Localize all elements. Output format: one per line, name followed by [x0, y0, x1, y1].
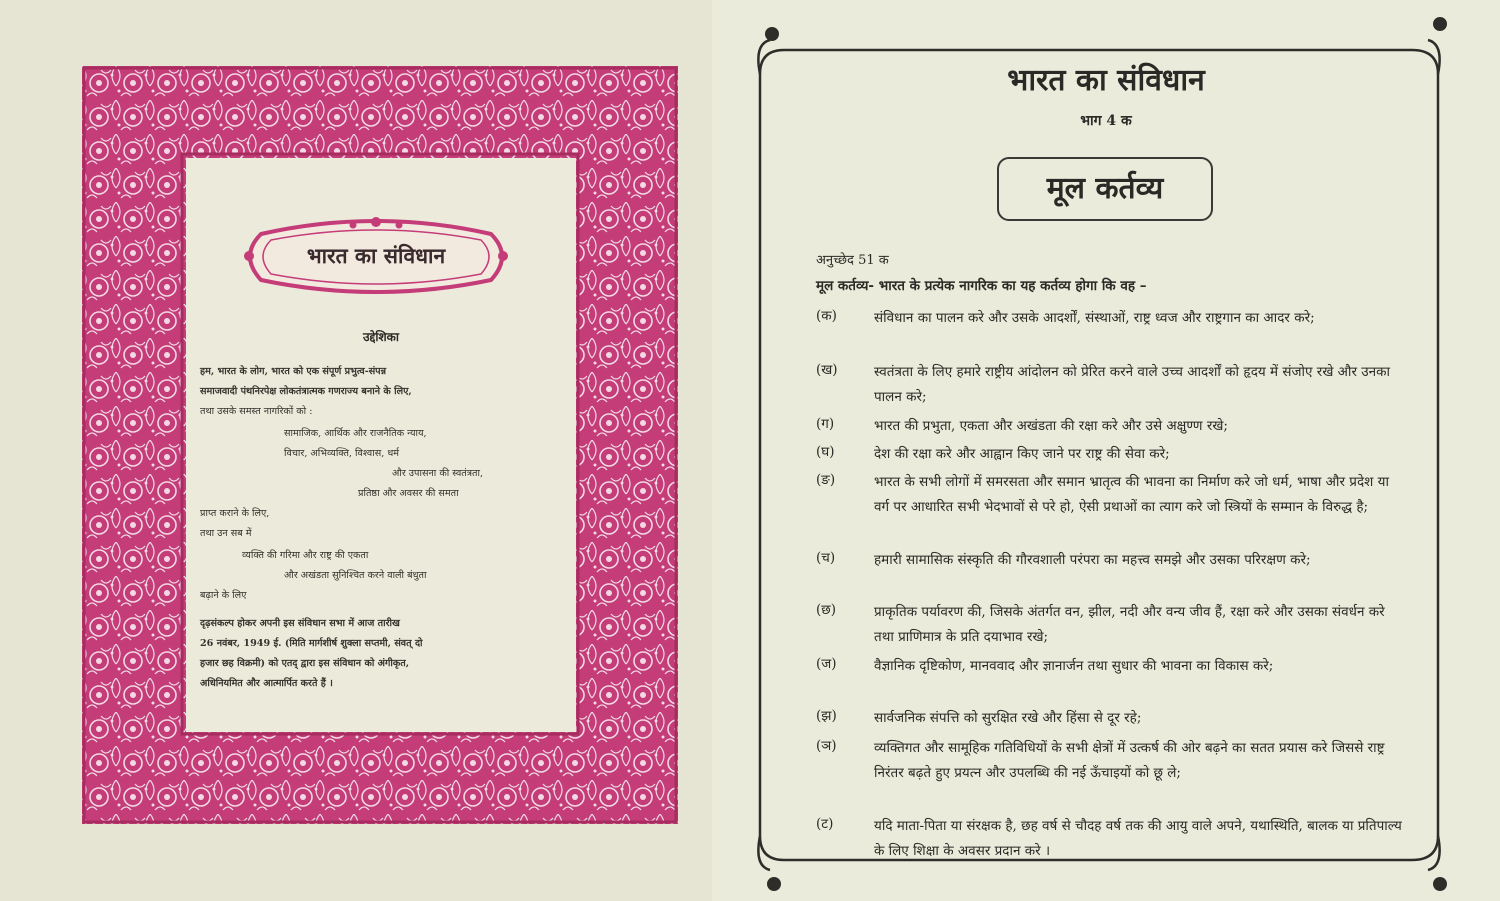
- preamble-line: तथा उसके समस्त नागरिकों को :: [200, 406, 313, 417]
- preamble-line: प्रतिष्ठा और अवसर की समता: [358, 488, 459, 499]
- duty-text: भारत के सभी लोगों में समरसता और समान भ्रातृत्व की भावना का निर्माण करे जो धर्म, भाषा और प्रदेश या वर्ग पर आधारित सभी भेदभावों से परे हो, ऐसी प्रथाओं का त्याग करे जो स्त्रियों के सम्मान के विरुद्ध है;: [874, 474, 1389, 515]
- duty-label: (छ): [816, 602, 836, 618]
- right-page: [712, 0, 1500, 901]
- preamble-line: प्राप्त कराने के लिए,: [200, 508, 270, 519]
- corner-dot-icon: [765, 27, 779, 41]
- preamble-line: अधिनियमित और आत्मार्पित करते हैं ।: [200, 678, 333, 689]
- preamble-line: विचार, अभिव्यक्ति, विश्वास, धर्म: [284, 448, 399, 459]
- corner-dot-icon: [1433, 877, 1447, 891]
- duty-text: हमारी सामासिक संस्कृति की गौरवशाली परंपरा का महत्त्व समझे और उसका परिरक्षण करे;: [874, 552, 1311, 568]
- corner-dot-icon: [1433, 17, 1447, 31]
- preamble-line: हम, भारत के लोग, भारत को एक संपूर्ण प्रभुत्व-संपन्न: [200, 366, 387, 377]
- duty-label: (ङ): [816, 472, 836, 488]
- preamble-line: सामाजिक, आर्थिक और राजनैतिक न्याय,: [284, 428, 427, 439]
- preamble-panel: [186, 158, 576, 732]
- duty-label: (च): [816, 550, 836, 566]
- duty-text: सार्वजनिक संपत्ति को सुरक्षित रखे और हिंसा से दूर रहे;: [874, 710, 1142, 726]
- duty-label: (ग): [816, 416, 835, 432]
- corner-dot-icon: [767, 877, 781, 891]
- preamble-line: बढ़ाने के लिए: [200, 590, 247, 601]
- preamble-line: दृढ़संकल्प होकर अपनी इस संविधान सभा में आज तारीख: [200, 618, 400, 629]
- article-number: अनुच्छेद 51 क: [816, 253, 889, 268]
- duty-label: (ख): [816, 362, 838, 378]
- duty-text: संविधान का पालन करे और उसके आदर्शों, संस्थाओं, राष्ट्र ध्वज और राष्ट्रगान का आदर करे;: [874, 310, 1315, 326]
- duty-label: (घ): [816, 444, 835, 460]
- preamble-heading: उद्देशिका: [363, 330, 399, 344]
- preamble-line: और उपासना की स्वतंत्रता,: [392, 468, 484, 479]
- preamble-line: और अखंडता सुनिश्चित करने वाली बंधुता: [284, 570, 427, 581]
- left-title: भारत का संविधान: [306, 243, 446, 268]
- title-cartouche: [241, 216, 511, 294]
- part-label: भाग 4 क: [1080, 113, 1132, 129]
- duty-label: (क): [816, 308, 837, 324]
- duty-text: यदि माता-पिता या संरक्षक है, छह वर्ष से चौदह वर्ष तक की आयु वाले अपने, यथास्थिति, बालक या प्रतिपाल्य के लिए शिक्षा के अवसर प्रदान करे ।: [874, 818, 1402, 859]
- right-title: भारत का संविधान: [1007, 63, 1205, 98]
- duty-label: (झ): [816, 708, 837, 724]
- duty-text: व्यक्तिगत और सामूहिक गतिविधियों के सभी क्षेत्रों में उत्कर्ष की ओर बढ़ने का सतत प्रयास करे जिससे राष्ट्र निरंतर बढ़ते हुए प्रयत्न और उपलब्धि की नई ऊँचाइयों को छू ले;: [874, 740, 1385, 781]
- preamble-line: तथा उन सब में: [200, 528, 252, 539]
- duty-text: वैज्ञानिक दृष्टिकोण, मानववाद और ज्ञानार्जन तथा सुधार की भावना का विकास करे;: [874, 658, 1274, 674]
- duty-text: स्वतंत्रता के लिए हमारे राष्ट्रीय आंदोलन को प्रेरित करने वाले उच्च आदर्शों को हृदय में संजोए रखे और उनका पालन करे;: [874, 364, 1391, 405]
- preamble-line: व्यक्ति की गरिमा और राष्ट्र की एकता: [242, 550, 369, 561]
- preamble-line: हजार छह विक्रमी) को एतद् द्वारा इस संविधान को अंगीकृत,: [200, 658, 410, 669]
- duty-text: देश की रक्षा करे और आह्वान किए जाने पर राष्ट्र की सेवा करे;: [874, 446, 1170, 462]
- preamble-line: 26 नवंबर, 1949 ई. (मिति मार्गशीर्ष शुक्ला सप्तमी, संवत् दो: [200, 638, 423, 649]
- left-page: [0, 0, 712, 901]
- duty-text: भारत की प्रभुता, एकता और अखंडता की रक्षा करे और उसे अक्षुण्ण रखे;: [874, 418, 1228, 434]
- duty-text: प्राकृतिक पर्यावरण की, जिसके अंतर्गत वन, झील, नदी और वन्य जीव हैं, रक्षा करे और उसका संवर्धन करे तथा प्राणिमात्र के प्रति दयाभाव रखे;: [874, 604, 1385, 645]
- preamble-line: समाजवादी पंथनिरपेक्ष लोकतंत्रात्मक गणराज्य बनाने के लिए,: [200, 386, 412, 397]
- duties-intro: मूल कर्तव्य- भारत के प्रत्येक नागरिक का यह कर्तव्य होगा कि वह –: [816, 278, 1147, 294]
- fundamental-duties-box: मूल कर्तव्य: [997, 157, 1213, 221]
- duty-label: (ज): [816, 656, 837, 672]
- duty-label: (ट): [816, 816, 834, 832]
- duty-label: (ञ): [816, 738, 837, 754]
